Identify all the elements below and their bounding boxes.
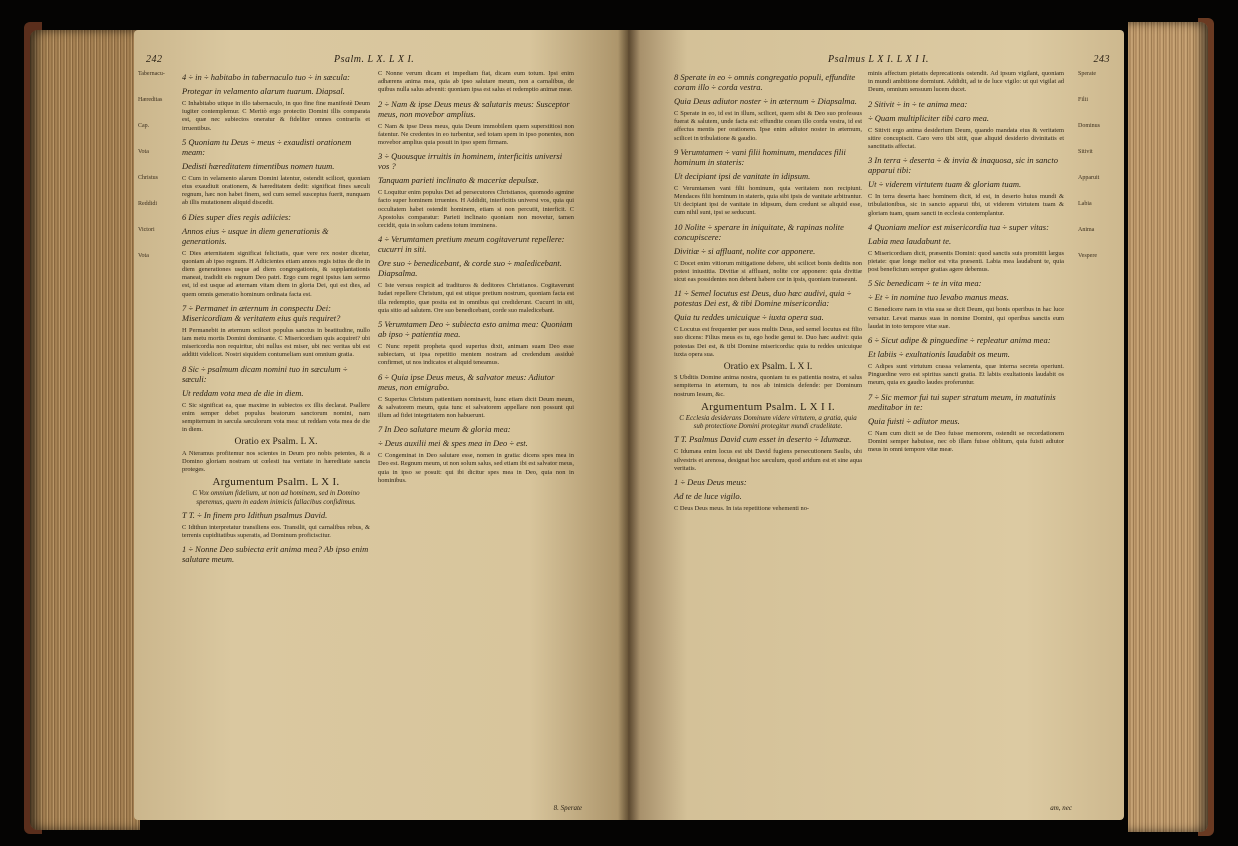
section-heading: Argumentum Psalm. L X I I. [701,400,835,413]
psalm-verse: 2 Sitivit ÷ in ÷ te anima mea: [868,98,968,109]
psalm-verse: 5 Sic benedicam ÷ te in vita mea: [868,278,982,289]
psalm-verse: ÷ Et ÷ in nomine tuo levabo manus meas. [868,292,1009,303]
psalm-verse: 7 ÷ Sic memor fui tui super stratum meum, in matutinis meditabor in te: [868,391,1056,412]
psalm-verse: Protegar in velamento alarum tuarum. Diapsal. [182,86,345,96]
commentary-paragraph: C Nam cum dicit se de Deo fuisse memorem, ostendit se recordationem Domini semper habuisse, nec ob illam fuisse oblitum, quia fuisti adiutor meus in omni tempore vitæ meæ. [868,429,1064,454]
argument-summary: C Ecclesia desiderans Dominum videre virtutem, a gratia, quia sub protectione Domini protegitur mundi crudelitate. [679,414,857,431]
margin-note: Vota [138,149,149,155]
margin-note: Sperate [1078,71,1096,77]
psalm-verse: Et labiis ÷ exultationis laudabit os meum. [868,349,1010,360]
commentary-paragraph: C Idumæa enim locus est ubi David fugiens persecutionem Saulis, ubi silvestris et arenosa, designat hoc sæculum, quod aridum est et sine aqua veritatis. [674,448,862,472]
commentary-paragraph: C Misericordiam dicit, præsentis Domini: quod sanctis suis promittit largus pietate: quæ longe melior est vita præsenti. Labia mea laudabunt te, quia post beneficium semper gratias agere debemus. [868,249,1064,274]
argument-summary: C Vox omnium fidelium, ut non ad hominem, sed in Domino speremus, quem in eadem inimicis fallacibus confidimus. [192,489,360,506]
margin-note: Filii [1078,97,1089,103]
psalm-verse: 1 ÷ Deus Deus meus: [674,477,747,488]
margin-note: Sitivit [1078,149,1093,155]
left-catchword: 8. Sperate [553,804,582,812]
psalm-verse: Ut reddam vota mea de die in diem. [182,387,304,398]
right-running-head: Psalmus L X I. L X I I. [828,54,929,65]
commentary-paragraph: C Benedicere nam in vita sua se dicit Deum, qui bonis operibus in hac luce versatur. Levat manus suas in nomine Domini, qui operibus sanctis eum laudat in toto tempore vitæ suæ. [868,306,1064,330]
left-running-head: Psalm. L X. L X I. [334,54,415,65]
commentary-paragraph: C Loquitur enim populus Dei ad persecutores Christianos, quomodo agmine facto super hominem irruentes. H Addidit, interficitis universi vos, quia qui occultatem habet ostendit hominem, etiam si non percutit, interficit. C Apostolus comparatur: Parieti inclinato quoniam non movetur, tamen cecidit, quia in solum cadens totum imminens. [378,189,574,230]
left-page-number: 242 [146,54,163,65]
left-column-2 [378,70,574,489]
page-edges-left [30,30,140,830]
section-heading: Oratio ex Psalm. L X I. [723,362,813,373]
book-gutter [618,30,640,820]
commentary-paragraph: H Permanebit in æternum scilicet populus sanctus in beatitudine, nullo iam metu mortis Domini dominante. C Misericordiam quis acquiret? ubi misericordia non requiritur, ubi nullus est miser, ubi nec veritas ubi est additit videlicet. Nostri siquidem contumeliam sunt omnium gratia. [182,326,370,359]
psalm-verse: Annos eius ÷ usque in diem generationis & generationis. [182,225,329,246]
psalm-verse: Ad te de luce vigilo. [674,491,742,502]
margin-note: Reddidi [138,201,157,207]
margin-note: Cap. [138,123,150,129]
margin-note: Christus [138,175,159,181]
commentary-paragraph: C Nam & ipse Deus meus, quia Deum immobilem quem superstitiosi non fatentur. Ne credentes in eo turbentur, sed totam spem in ipso ponentes, non movebor amplius quia posuit in ipso spem firmam. [378,122,574,147]
commentary-paragraph: C Verumtamen vani filii hominum, quia veritatem non recipiunt. Mendaces filii hominum in stateris, quia sibi ipsis de vanitate arbitrantur. Ut decipiant ipsi de vanitate in idipsum, dum credunt se aliquid esse, cum nihil sunt, ipsi se seducunt. [674,184,862,217]
commentary-paragraph: minis affectum pietatis deprecationis ostendit. Ad ipsum vigilant, quoniam in mundi ambitione dormiunt. Addidit, ad te de luce vigilo: ut qui vigilat ad Deum, omnium sensuum lucem ducet. [868,70,1064,94]
psalm-verse: 11 ÷ Semel locutus est Deus, duo hæc audivi, quia ÷ potestas Dei est, & tibi Domine misericordia: [674,288,852,309]
left-page [134,30,628,820]
psalm-verse: 8 Sperate in eo ÷ omnis congregatio populi, effundite coram illo ÷ corda vestra. [674,72,856,92]
margin-note: Labia [1078,201,1092,207]
psalm-verse: 9 Verumtamen ÷ vani filii hominum, mendaces filii hominum in stateris: [674,146,846,167]
psalm-verse: 3 In terra ÷ deserta ÷ & invia & inaquosa, sic in sancto apparui tibi: [868,155,1058,176]
left-column-1 [182,70,370,568]
right-outer-margin-notes [1078,70,1118,278]
psalm-verse: ÷ Deus auxilii mei & spes mea in Deo ÷ est. [378,438,528,449]
page-edges-right [1128,22,1208,832]
commentary-paragraph: C Iste versus respicit ad tradituros & deditores Christianos. Cogitaverunt Iudæi repellere Christum, qui est utique pretium nostrum, quoniam facta est illa redemptio, quæ posita est in omnibus qui crediderunt. Cucurri in siti, quia sitio ad salutem. Ore suo benedicebant, corde suo maledicebant. [378,282,574,314]
commentary-paragraph: C Deus Deus meus. In ista repetitione vehementi no- [674,505,810,513]
commentary-paragraph: C Dies æternitatem significat felicitatis, quæ vere rex noster dicetur, quoniam ab ipso regnum. H Adiicientes etiam annos regis istius de die in diem generationes usque ad diem congregationis, & supplantationis maneat, tradidit eis regnum Deo patri. Ergo cum regni ipsius iam sermo est, id est usque ad æternam vitam diem in gloria Dei, qui est dies, ad quem omnis generatio hominum ordinata facta est. [182,249,370,298]
left-outer-margin-notes [138,70,178,278]
margin-note: Vota [138,253,149,259]
commentary-paragraph: C Superius Christum patientiam nominavit, hunc etiam dicit Deum meum, & salvatorem meum, quia tunc et salvatorem appellare non possunt qui illum ad fidei integritatem non habuerunt. [378,395,574,420]
psalm-verse: 1 ÷ Nonne Deo subiecta erit anima mea? Ab ipso enim salutare meum. [182,544,369,565]
commentary-paragraph: C Nunc repetit propheta quod superius dixit, animam suam Deo esse subiectam, ut ipsa repetitio mentem nostram ad credendum assiduè confirmet, ut nos indicatos et aliquid teneamus. [378,343,574,367]
right-column-1 [674,70,862,517]
commentary-paragraph: C Locutus est frequenter per suos multis Deus, sed semel locutus est filio suo dicens: Filius meus es tu, ego hodie genui te. Duo hæc audivi: quia potestas Dei est, & tibi Domine misericordia: quia tu reddes unicuique iuxta opera sua. [674,326,862,358]
commentary-paragraph: C Cum in velamento alarum Domini latentur, ostendit scilicet, quoniam eius exaudiuit orationem, & hæreditatem dedit: significat fines sæculi regnum, hæc non habet finem, sed cum semel susceptus fuerit, nunquam ab illis mutationem aliquid discedit. [182,174,370,207]
psalm-verse: 4 ÷ Verumtamen pretium meum cogitaverunt repellere: cucurri in siti. [378,234,565,255]
psalm-verse: Ut ÷ viderem virtutem tuam & gloriam tuam. [868,179,1022,190]
psalm-verse: Quia tu reddes unicuique ÷ iuxta opera sua. [674,312,824,323]
psalm-verse: ÷ Quam multipliciter tibi caro mea. [868,112,989,123]
psalm-verse: 4 Quoniam melior est misericordia tua ÷ super vitas: [868,221,1049,232]
open-book [30,12,1208,838]
margin-note: Vespere [1078,253,1097,259]
commentary-paragraph: C Nonne verum dicam et impediam fiat, dicam eum totum. Ipsi enim adhærens anima mea, quia ab ipso salutare meum, non a carnalibus, de quibus nulla salus advenit: quoniam ipsa est salus et redemptio animæ meæ. [378,70,574,94]
psalm-verse: Ut decipiant ipsi de vanitate in idipsum. [674,170,811,181]
psalm-verse: Tanquam parieti inclinato & maceriæ depulsæ. [378,175,539,186]
psalm-verse: 7 In Deo salutare meum & gloria mea: [378,424,511,435]
right-column-2 [868,70,1064,458]
psalm-verse: 5 Verumtamen Deo ÷ subiecta esto anima mea: Quoniam ab ipso ÷ patientia mea. [378,319,573,340]
margin-note: Victori [138,227,155,233]
commentary-paragraph: A Nteramus profitemur nos scientes in Deum pro nobis petentes, & a Domino gloriam nostram ut cœlesti tua veritate in hæreditate sancta proteges. [182,449,370,474]
psalm-verse: Dedisti hæreditatem timentibus nomen tuum. [182,160,335,171]
commentary-paragraph: C Adipes sunt virtutum crassa velamenta, quæ interna secreta operiunt. Pinguedine vero est spiritus sancti gratia. Et labiis exultationis laudabit os meum, quia ex gaudio laudes proferuntur. [868,363,1064,387]
commentary-paragraph: C Sitivit ergo anima desiderium Deum, quando mandata eius & veritatem sitire concupiscit. Caro vero tibi sitit, quæ aliquid desiderio divinitatis et sanctitatis affectat. [868,126,1064,151]
margin-note: Tabernacu- [138,71,165,77]
psalm-verse: Quia fuisti ÷ adiutor meus. [868,415,960,426]
margin-note: Apparuit [1078,175,1100,181]
psalm-verse: 6 ÷ Quia ipse Deus meus, & salvator meus: Adiutor meus, non emigrabo. [378,371,555,392]
psalm-verse: Ore suo ÷ benedicebant, & corde suo ÷ maledicebant. Diapsalma. [378,258,562,279]
commentary-paragraph: C Sperate in eo, id est in illum, scilicet, quem sibi & Deo suo professus fuerat & salutem, unde facta est: effundite coram illo corda vestra, id est affectus mentis per orationem. Ipse enim adiutor noster in æternum, scilicet in tribulatione & gaudio. [674,110,862,142]
psalm-verse: 5 Quoniam tu Deus ÷ meus ÷ exaudisti orationem meam: [182,136,352,157]
right-page-number: 243 [1093,54,1110,65]
section-heading: Oratio ex Psalm. L X. [234,437,318,448]
psalm-verse: 4 ÷ in ÷ habitabo in tabernaculo tuo ÷ in sæcula: [182,72,350,82]
psalm-verse: T T. Psalmus David cum esset in deserto ÷ Idumææ. [674,434,852,445]
commentary-paragraph: C Docet enim vitiorum mitigatione debere, ubi scilicet bonis deditis non potest iniustitia. Divitiæ si affluant, nolite cor apponere: quia divitiæ sicut eas possidentes non debent habere cor in ipsis, quoniam transeunt. [674,259,862,284]
right-catchword: am, nec [1050,804,1072,812]
psalm-verse: 3 ÷ Quousque irruitis in hominem, interficitis universi vos ? [378,151,563,172]
margin-note: Dominus [1078,123,1101,129]
psalm-verse: 7 ÷ Permanet in æternum in conspectu Dei: Misericordiam & veritatem eius quis requiret? [182,302,341,323]
commentary-paragraph: C Sic significat ea, quæ maxime in subiectos ex illis declarat. Psallere enim semper debet populus beatorum sanctorum nomini, nam sempiternum in sæcula sæculorum vota mea: ut reddam vota mea de die in diem. [182,401,370,434]
psalm-verse: Quia Deus adiutor noster ÷ in æternum ÷ Diapsalma. [674,96,857,106]
psalm-verse: 6 Dies super dies regis adiicies: [182,211,291,222]
commentary-paragraph: C Congeminat in Deo salutare esse, nomen in gratia: dicens spes mea in Deo est. Regnum meum, ut non solum salus, sed etiam ibi est salvator meus, quia in ipso se posuit: qui ibi dicitur spes mea in Deo, quia non in hominibus. [378,452,574,484]
psalm-verse: T T. ÷ In finem pro Idithun psalmus David. [182,509,328,520]
psalm-verse: 10 Nolite ÷ sperare in iniquitate, & rapinas nolite concupiscere: [674,221,844,242]
margin-note: Anima [1078,227,1095,233]
commentary-paragraph: C Idithun interpretatur transiliens eos. Transilit, qui carnalibus rebus, & terrenis cupiditatibus superatis, ad Dominum proficiscitur. [182,523,370,540]
psalm-verse: 2 ÷ Nam & ipse Deus meus & salutaris meus: Susceptor meus, non movebor amplius. [378,98,570,119]
margin-note: Hæreditas [138,97,163,103]
psalm-verse: 8 Sic ÷ psalmum dicam nomini tuo in sæculum ÷ sæculi: [182,363,348,384]
commentary-paragraph: C Inhabitabo utique in illo tabernaculo, in quo fine fine manifestè Deum iugiter contemplemur. C Meritò ergo protectio Domini illis comparata est, quæ nec subiectos oneratur & fideliter omnes contrariis et irruentibus. [182,100,370,132]
right-page [628,30,1124,820]
psalm-verse: Divitiæ ÷ si affluant, nolite cor apponere. [674,245,816,256]
commentary-paragraph: S Ubditis Domine anima nostra, quoniam tu es patientia nostra, et salus sempiterna in æternum, tu nos ab inimicis defende: per Dominum nostrum Iesum, &c. [674,374,862,398]
psalm-verse: 6 ÷ Sicut adipe & pinguedine ÷ repleatur anima mea: [868,335,1051,346]
psalm-verse: Labia mea laudabunt te. [868,235,952,246]
commentary-paragraph: C In terra deserta haec hominem dicit, id est, in deserto huius mundi & tribulationibus, sic in sancto apparui tibi, ut viderem virtutem tuam & gloriam tuam, quam sancti in ecclesia contemplantur. [868,193,1064,217]
section-heading: Argumentum Psalm. L X I. [212,476,340,489]
